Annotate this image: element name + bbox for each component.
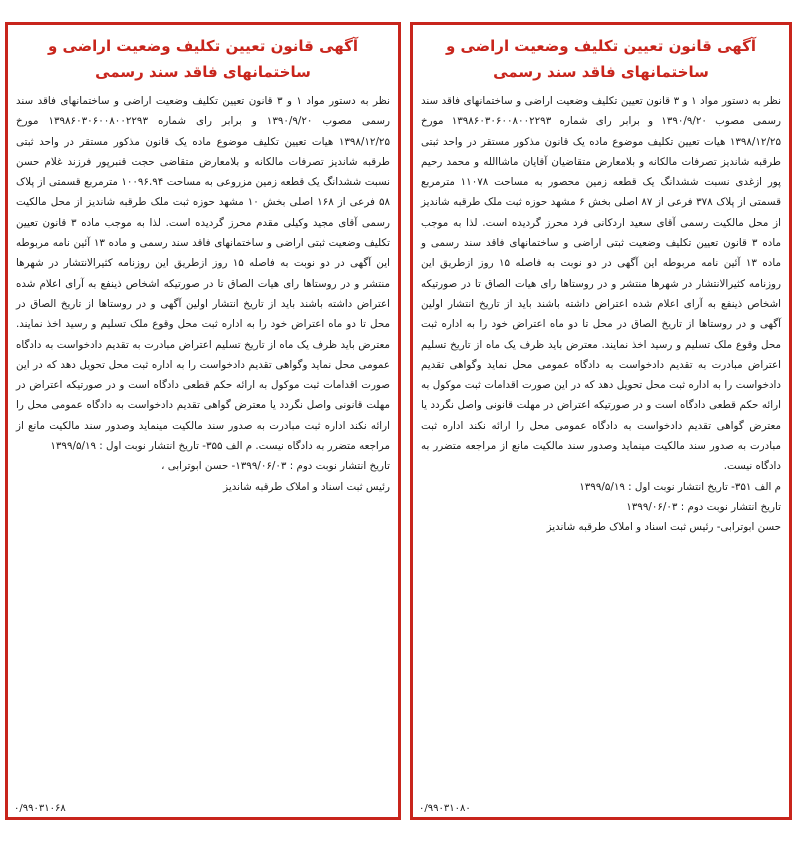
notice-footer <box>8 456 398 497</box>
notice-footer <box>413 477 789 538</box>
publication-second-date-signatory: تاریخ انتشار نوبت دوم : ۱۳۹۹/۰۶/۰۳- حسن ابوترابی ، <box>161 460 390 473</box>
signatory: حسن ابوترابی- رئیس ثبت اسناد و املاک طرقبه شاندیز <box>546 521 781 534</box>
notice-title <box>413 33 789 85</box>
notice-title-line-1: آگهی قانون تعیین تکلیف وضعیت اراضی و <box>445 37 757 55</box>
notice-body-text: نظر به دستور مواد ۱ و ۳ قانون تعیین تکلیف وضعیت اراضی و ساختمانهای فاقد سند رسمی مصوب ۱۳۹۰/۹/۲۰ و برابر رای شماره ۱۳۹۸۶۰۳۰۶۰۰۸۰۰۲۲۹۳ مورخ ۱۳۹۸/۱۲/۲۵ هیات تعیین تکلیف موضوع ماده یک قانون مذکور مستقر در واحد ثبتی طرقبه شاندیز تصرفات مالکانه و بلامعارض متقاضیان آقایان ماشاالله و محمد رحیم پور ازغدی نسبت ششدانگ یک قطعه زمین محصور به مساحت ۱۱۰۷۸ مترمربع قسمتی از پلاک ۳۷۸ فرعی از ۸۷ اصلی بخش ۶ مشهد حوزه ثبت ملک طرقبه شاندیز از محل مالکیت رسمی آقای سعید اردکانی فرد محرز گردیده است. لذا به موجب ماده ۳ قانون تعیین تکلیف وضعیت ثبتی اراضی و ساختمانهای فاقد سند رسمی و ماده ۱۳ آئین نامه مربوطه این آگهی در دو نوبت به فاصله ۱۵ روز ازطریق این روزنامه کثیرالانتشار در شهرها منتشر و در روستاها رای هیات الصاق تا در صورتیکه اشخاص ذینفع به آرای اعلام شده اعتراض داشته باشند باید از تاریخ انتشار اولین آگهی و در روستاها از تاریخ الصاق در محل تا دو ماه اعتراض خود را به اداره ثبت محل وقوع ملک تسلیم و رسید اخذ نمایند. معترض باید ظرف یک ماه از تاریخ تسلیم اعتراض مبادرت به تقدیم دادخواست به دادگاه عمومی محل نماید وگواهی تقدیم دادخواست را به اداره ثبت محل تحویل دهد که در این صورت اقدامات ثبت موکول به ارائه حکم قطعی دادگاه است و در صورتیکه اعتراض در مهلت قانونی واصل نگردد یا معترض گواهی تقدیم دادخواست به دادگاه عمومی محل را ارائه نکند اداره ثبت مبادرت به صدور سند مالکیت مینماید وصدور سند مالکیت مانع از مراجعه متضرر به دادگاه نیست. <box>421 95 782 473</box>
notice-body-text: نظر به دستور مواد ۱ و ۳ قانون تعیین تکلیف وضعیت اراضی و ساختمانهای فاقد سند رسمی مصوب ۱۳۹۰/۹/۲۰ و برابر رای شماره ۱۳۹۸۶۰۳۰۶۰۰۸۰۰۲۲۹۳ مورخ ۱۳۹۸/۱۲/۲۵ هیات تعیین تکلیف موضوع ماده یک قانون مذکور مستقر در واحد ثبتی طرقبه شاندیز تصرفات مالکانه و بلامعارض متقاضی حجت قنبرپور فرزند غلام حسن نسبت ششدانگ یک قطعه زمین مزروعی به مساحت ۱۰۰۹۶.۹۴ مترمربع قسمتی از پلاک ۵۸ فرعی از ۱۶۸ اصلی بخش ۱۰ مشهد حوزه ثبت ملک طرقبه شاندیز از محل مالکیت رسمی آقای مجید وکیلی مقدم محرز گردیده است. لذا به موجب ماده ۳ قانون تعیین تکلیف وضعیت ثبتی اراضی و ساختمانهای فاقد سند رسمی و ماده ۱۳ آئین نامه مربوطه این آگهی در دو نوبت به فاصله ۱۵ روز ازطریق این روزنامه کثیرالانتشار در شهرها منتشر و در روستاها رای هیات الصاق تا در صورتیکه اشخاص ذینفع به آرای اعلام شده اعتراض داشته باشند باید از تاریخ انتشار اولین آگهی و در روستاها از تاریخ الصاق در محل تا دو ماه اعتراض خود را به اداره ثبت محل وقوع ملک تسلیم و رسید اخذ نمایند. معترض باید ظرف یک ماه از تاریخ تسلیم اعتراض مبادرت به تقدیم دادخواست به دادگاه عمومی محل نماید وگواهی تقدیم دادخواست را به اداره ثبت محل تحویل دهد که در این صورت اقدامات ثبت موکول به ارائه حکم قطعی دادگاه است و در صورتیکه اعتراض در مهلت قانونی واصل نگردد یا معترض گواهی تقدیم دادخواست به دادگاه عمومی محل را ارائه نکند اداره ثبت مبادرت به صدور سند مالکیت مینماید وصدور سند مالکیت مانع از مراجعه متضرر به دادگاه نیست. م الف ۳۵۵- تاریخ انتشار نوبت اول : ۱۳۹۹/۵/۱۹ <box>16 95 391 453</box>
publication-ref-first-date: م الف ۳۵۱- تاریخ انتشار نوبت اول : ۱۳۹۹/۵/۱۹ <box>579 480 781 493</box>
notice-title-line-2: ساختمانهای فاقد سند رسمی <box>95 63 311 81</box>
notice-body <box>413 85 789 477</box>
signatory-office: رئیس ثبت اسناد و املاک طرقبه شاندیز <box>223 480 390 493</box>
notice-code: ۰/۹۹۰۳۱۰۶۸ <box>14 803 66 814</box>
notice-right <box>410 22 792 820</box>
notice-title-line-1: آگهی قانون تعیین تکلیف وضعیت اراضی و <box>47 37 359 55</box>
notice-title <box>8 33 398 85</box>
notice-body <box>8 85 398 456</box>
notice-left <box>5 22 401 820</box>
notice-code: ۰/۹۹۰۳۱۰۸۰ <box>419 803 471 814</box>
notice-title-line-2: ساختمانهای فاقد سند رسمی <box>493 63 709 81</box>
publication-second-date: تاریخ انتشار نوبت دوم : ۱۳۹۹/۰۶/۰۳ <box>626 500 781 513</box>
